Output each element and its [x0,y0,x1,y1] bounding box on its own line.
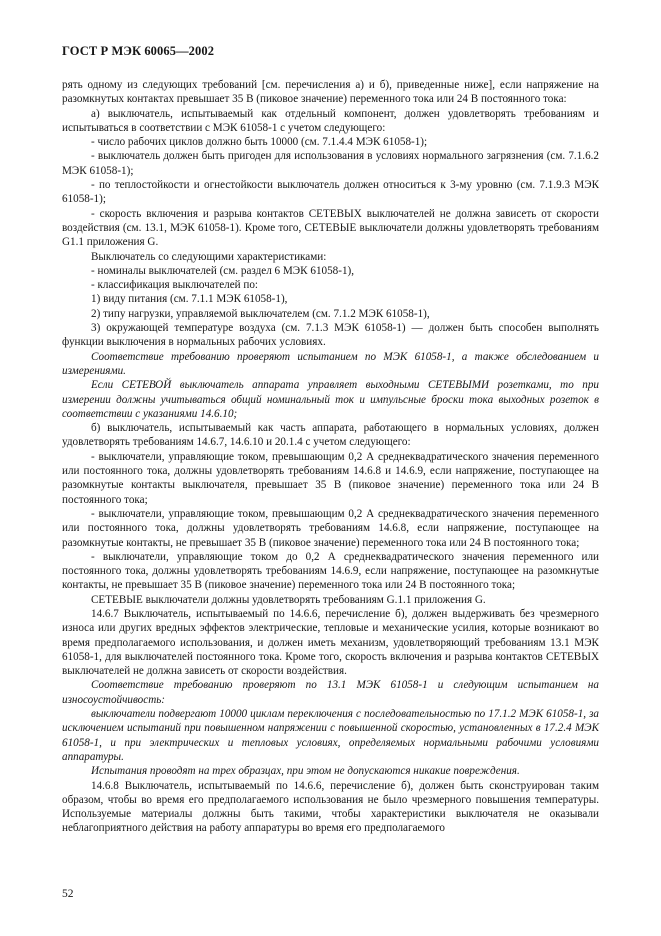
list-item: - выключатели, управляющие током, превышающим 0,2 А среднеквадратического значения переменного или постоянного тока, должны удовлетворять требованиям 14.6.8, если напряжение, поступающее на разомкнутые контакты, не превышает 35 В (пиковое значение) переменного тока или 24 В постоянного тока; [62,507,599,549]
document-header: ГОСТ Р МЭК 60065—2002 [62,44,215,58]
list-item: - скорость включения и разрыва контактов СЕТЕВЫХ выключателей не должна зависеть от скорости воздействия (см. 13.1, МЭК 61058-1). Кроме того, СЕТЕВЫЕ выключатели должны удовлетворять требованиям G1.1 приложения G. [62,207,599,249]
list-item: - число рабочих циклов должно быть 10000 (см. 7.1.4.4 МЭК 61058-1); [91,136,428,149]
compliance-note: Соответствие требованию проверяют испытанием по МЭК 61058-1, а также обследованием и измерениями. [62,350,599,377]
compliance-note: Соответствие требованию проверяют по 13.1 МЭК 61058-1 и следующим испытанием на износоустойчивость: [62,679,599,706]
clause-14-6-8: 14.6.8 Выключатель, испытываемый по 14.6.6, перечисление б), должен быть сконструирован таким образом, чтобы во время его предполагаемого использования не было чрезмерного повышения температуры. Используемые материалы должны быть такими, чтобы характеристики выключателя не оказывали неблагоприятного действия на работу аппаратуры во время его предполагаемого [62,779,599,835]
clause-14-6-7: 14.6.7 Выключатель, испытываемый по 14.6.6, перечисление б), должен выдерживать без чрезмерного износа или других вредных эффектов электрические, тепловые и механические усилия, которые возникают во время предполагаемого использования, и должен иметь механизм, удовлетворяющий требованиям 13.1 МЭК 61058-1, для выключателей постоянного тока. Кроме того, скорость включения и разрыва контактов СЕТЕВЫХ выключателей не должна зависеть от скорости воздействия. [62,607,599,678]
list-item: - выключатели, управляющие током до 0,2 А среднеквадратического значения переменного или постоянного тока, должны удовлетворять требованиям 14.6.9, если напряжение, поступающее на разомкнутые контакты, не превышает 35 В (пиковое значение) переменного тока или 24 В постоянного тока; [62,550,599,592]
compliance-note: выключатели подвергают 10000 циклам переключения с последовательностью по 17.1.2 МЭК 61058-1, за исключением испытаний при повышенном напряжении с повышенной скоростью, установленных в 17.2.4 МЭК 61058-1, и при электрических и тепловых условиях, определяемых нормальными рабочими условиями аппаратуры. [62,708,599,763]
compliance-note: Испытания проводят на трех образцах, при этом не допускаются никакие повреждения. [91,765,520,778]
list-item: 1) виду питания (см. 7.1.1 МЭК 61058-1), [91,293,288,306]
list-item: - выключатель должен быть пригоден для использования в условиях нормального загрязнения (см. 7.1.6.2 МЭК 61058-1); [62,150,599,177]
page-number: 52 [62,888,74,900]
list-item: - выключатели, управляющие током, превышающим 0,2 А среднеквадратического значения переменного или постоянного тока, должны удовлетворять требованиям 14.6.8 и 14.6.9, если напряжение, поступающее на разомкнутые контакты выключателя, превышает 35 В (пиковое значение) переменного тока или 24 В постоянного тока; [62,450,599,506]
paragraph: СЕТЕВЫЕ выключатели должны удовлетворять требованиям G.1.1 приложения G. [91,593,486,606]
paragraph: а) выключатель, испытываемый как отдельный компонент, должен удовлетворять требованиям и испытываться в соответствии с МЭК 61058-1 с учетом следующего: [62,107,599,134]
compliance-note: Если СЕТЕВОЙ выключатель аппарата управляет выходными СЕТЕВЫМИ розетками, то при измерении должны учитываться общий номинальный ток и импульсные броски тока выходных розеток в соответствии с указаниями 14.6.10; [62,379,599,420]
list-item: - по теплостойкости и огнестойкости выключатель должен относиться к 3-му уровню (см. 7.1.9.3 МЭК 61058-1); [62,179,599,206]
document-body [62,78,599,836]
list-item: - номиналы выключателей (см. раздел 6 МЭК 61058-1), [91,264,355,277]
paragraph: Выключатель со следующими характеристиками: [91,250,327,263]
list-item: 2) типу нагрузки, управляемой выключателем (см. 7.1.2 МЭК 61058-1), [91,307,430,320]
list-item: 3) окружающей температуре воздуха (см. 7.1.3 МЭК 61058-1) — должен быть способен выполнять функции выключения в нормальных рабочих условиях. [62,322,599,349]
paragraph: рять одному из следующих требований [см. перечисления а) и б), приведенные ниже], если напряжение на разомкнутых контактах превышает 35 В (пиковое значение) переменного тока или 24 В постоянного тока: [62,79,599,106]
list-item: - классификация выключателей по: [91,279,259,292]
paragraph: б) выключатель, испытываемый как часть аппарата, работающего в нормальных условиях, должен удовлетворять требованиям 14.6.7, 14.6.10 и 20.1.4 с учетом следующего: [62,422,599,449]
